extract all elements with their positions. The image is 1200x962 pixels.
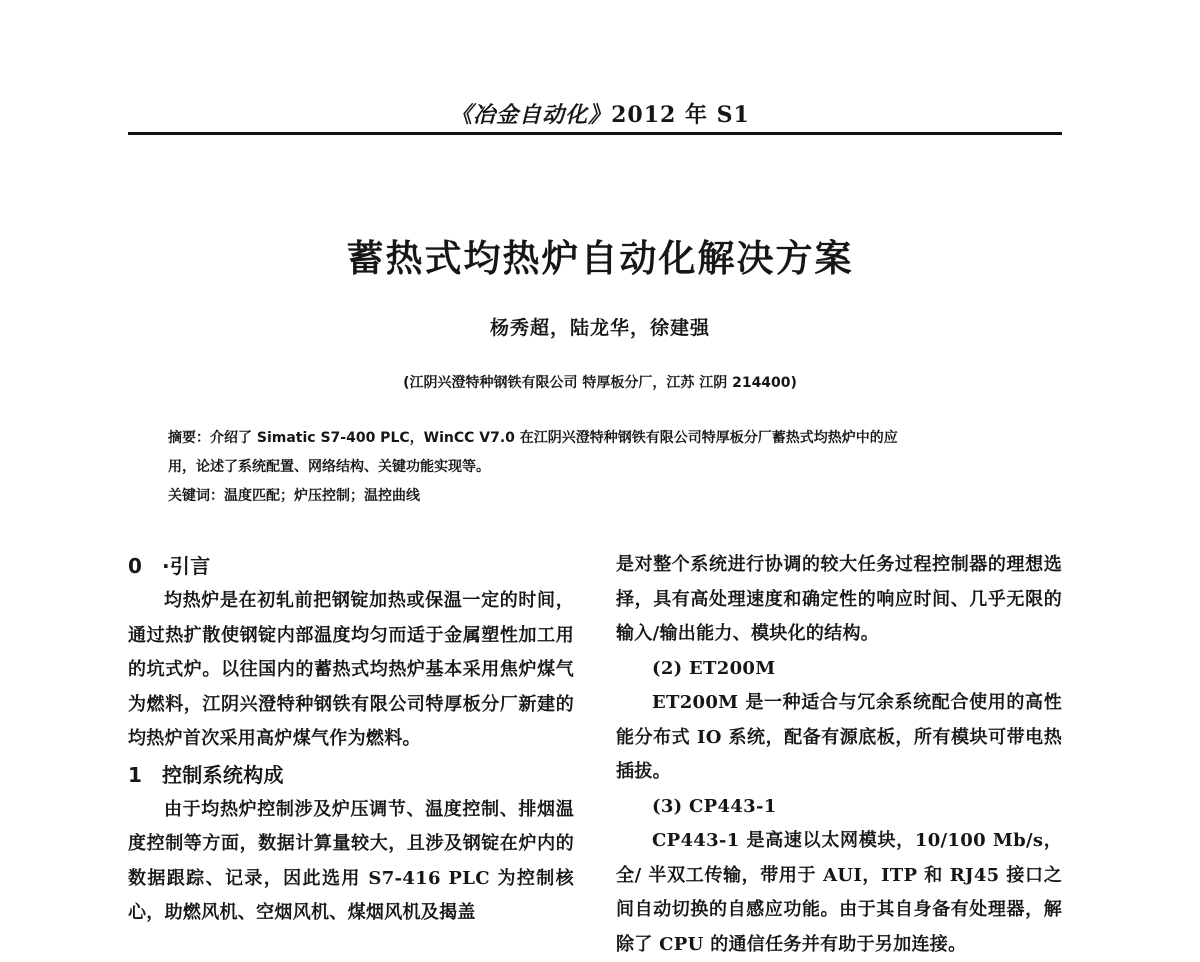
journal-name: 《冶金自动化》: [450, 102, 612, 128]
keywords-text: 温度匹配；炉压控制；温控曲线: [224, 488, 420, 504]
cp443-heading: (3) CP443-1: [652, 795, 777, 817]
section-title: ·引言: [162, 554, 211, 578]
abstract: [168, 424, 1028, 453]
abstract-label: 摘要：: [168, 430, 210, 446]
intro-paragraph: 均热炉是在初轧前把钢锭加热或保温一定的时间，通过热扩散使钢锭内部温度均匀而适于金属塑性加工用的坑式炉。以往国内的蓄热式均热炉基本采用焦炉煤气为燃料，江阴兴澄特种钢铁有限公司特厚板分厂新建的均热炉首次采用高炉煤气作为燃料。: [128, 590, 574, 749]
et200m-paragraph: ET200M 是一种适合与冗余系统配合使用的高性能分布式 IO 系统，配备有源底板，所有模块可带电热插拔。: [616, 692, 1062, 782]
section-heading-intro: [128, 548, 574, 584]
section-number: 0: [128, 554, 143, 578]
keywords: [168, 482, 1028, 511]
authors: 杨秀超，陆龙华，徐建强: [489, 317, 710, 339]
affiliation: (江阴兴澄特种钢铁有限公司 特厚板分厂，江苏 江阴 214400): [403, 375, 797, 391]
abstract-block: [168, 424, 1028, 511]
section-title: 控制系统构成: [162, 762, 284, 787]
journal-issue: 2012 年 S1: [611, 102, 750, 128]
keywords-label: 关键词：: [168, 488, 224, 504]
abstract-cont: 用，论述了系统配置、网络结构、关键功能实现等。: [168, 459, 490, 475]
cp443-paragraph: CP443-1 是高速以太网模块，10/100 Mb/s，全/ 半双工传输，带用于 AUI，ITP 和 RJ45 接口之间自动切换的自感应功能。由于其自身备有处理器，解除了 CPU 的通信任务并有助于另加连接。: [616, 830, 1062, 955]
et200m-heading: (2) ET200M: [652, 657, 776, 679]
right-column: [616, 548, 1062, 962]
section-heading-control-system: [128, 757, 574, 793]
control-system-paragraph: 由于均热炉控制涉及炉压调节、温度控制、排烟温度控制等方面，数据计算量较大，且涉及钢锭在炉内的数据跟踪、记录，因此选用 S7-416 PLC 为控制核心，助燃风机、空烟风机、煤烟风机及揭盖: [128, 798, 574, 923]
abstract-line1: 介绍了 Simatic S7-400 PLC，WinCC V7.0 在江阴兴澄特种钢铁有限公司特厚板分厂蓄热式均热炉中的应: [210, 430, 898, 446]
section-number: 1: [128, 762, 143, 787]
paper-title: 蓄热式均热炉自动化解决方案: [346, 237, 854, 280]
left-column: [128, 548, 574, 931]
header-rule: [128, 132, 1062, 135]
journal-header: [0, 98, 1200, 129]
cpu-paragraph: 是对整个系统进行协调的较大任务过程控制器的理想选择，具有高处理速度和确定性的响应时间、几乎无限的输入/输出能力、模块化的结构。: [616, 554, 1062, 644]
